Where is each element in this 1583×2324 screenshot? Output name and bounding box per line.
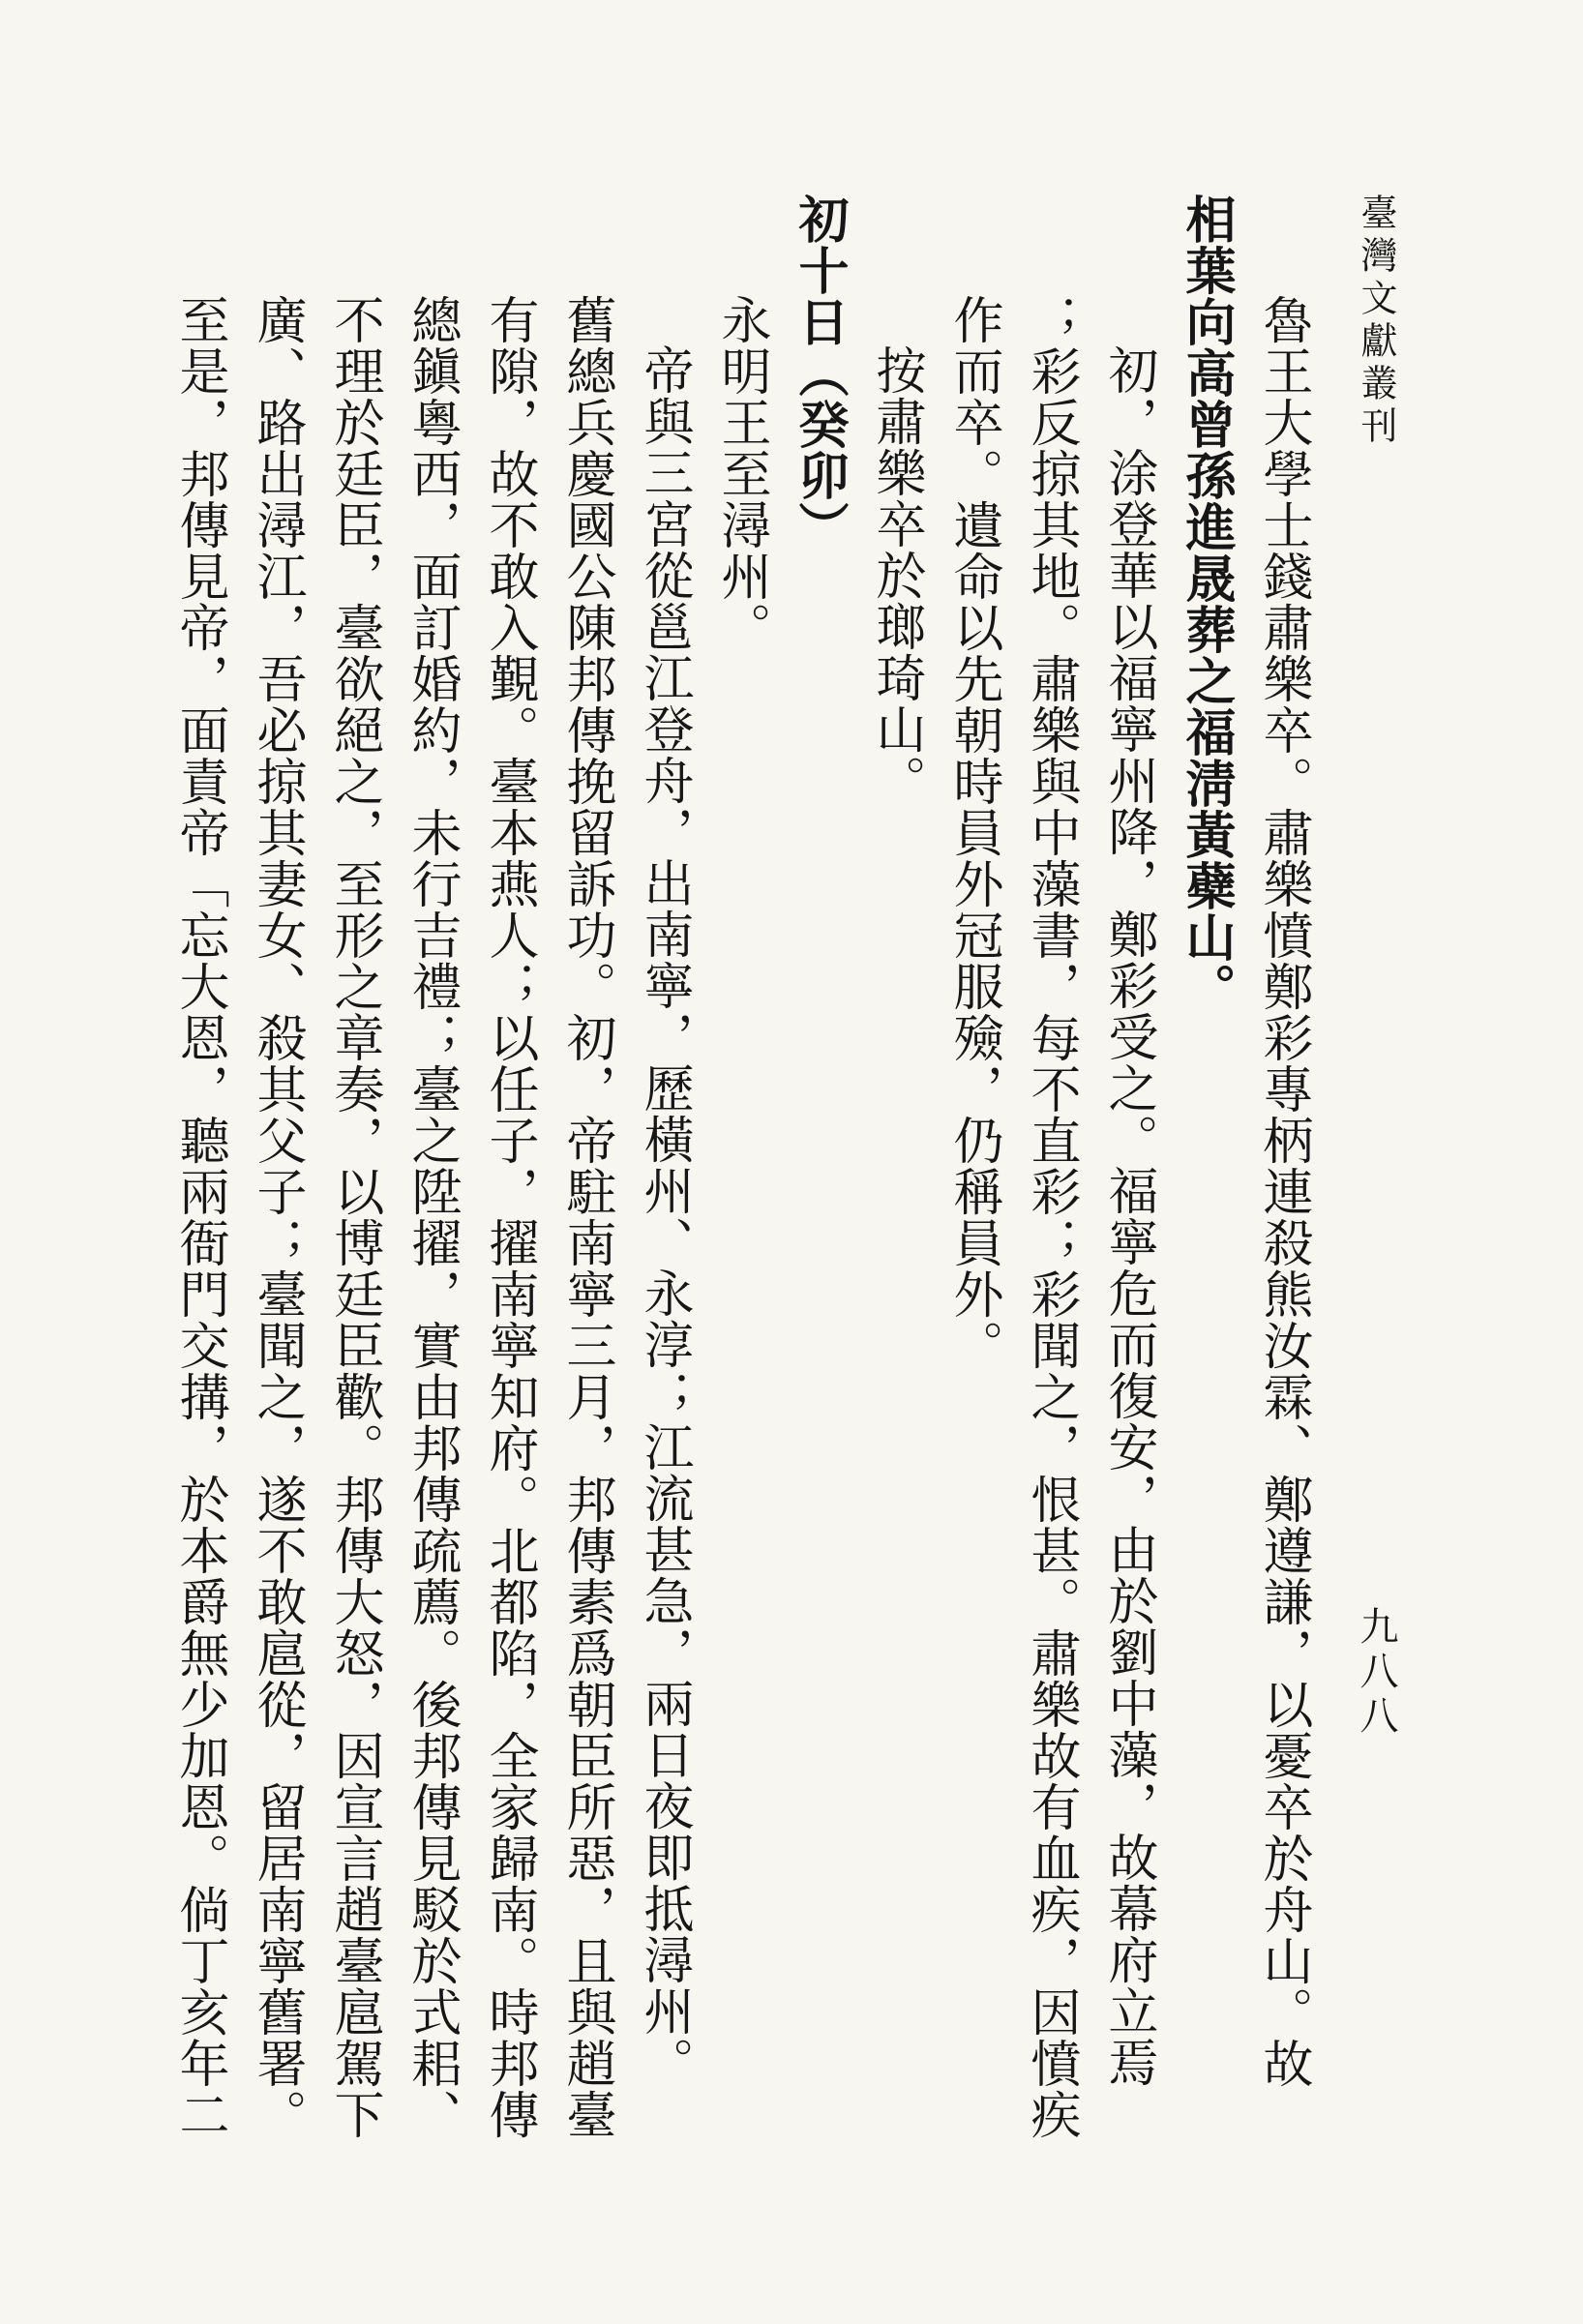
vertical-text-body (170, 194, 1322, 2177)
text-column: 作而卒。遺命以先朝時員外冠服殮，仍稱員外。 (944, 294, 1002, 1371)
running-header-series-title: 臺灣文獻叢刊 (1355, 194, 1397, 449)
date-heading: 初十日（癸卯） (790, 194, 849, 552)
page-number: 九八八 (1354, 1606, 1398, 1740)
text-column: 不理於廷臣，臺欲絕之，至形之章奏，以博廷臣歡。邦傳大怒，因宣言趙臺扈駕下 (325, 294, 383, 2140)
text-column: 舊總兵慶國公陳邦傳挽留訴功。初，帝駐南寧三月，邦傳素爲朝臣所惡，且與趙臺 (557, 294, 615, 2140)
text-column: 總鎭粵西，面訂婚約，未行吉禮；臺之陞擢，實由邦傳疏薦。後邦傳見駁於式耜、 (403, 294, 461, 2140)
text-column: 廣、路出潯江，吾必掠其妻女、殺其父子；臺聞之，遂不敢扈從，留居南寧舊署。 (248, 294, 306, 2140)
text-column: 有隙，故不敢入覲。臺本燕人；以任子，擢南寧知府。北都陷，全家歸南。時邦傳 (480, 294, 538, 2140)
text-column: ；彩反掠其地。肅樂與中藻書，每不直彩；彩聞之，恨甚。肅樂故有血疾，因憤疾 (1022, 294, 1080, 2140)
text-column: 相葉向高曾孫進晟葬之福淸黃蘗山。 (1177, 194, 1236, 1014)
text-column: 永明王至潯州。 (712, 294, 770, 653)
text-column: 按肅樂卒於瑯琦山。 (867, 344, 925, 806)
text-column: 至是，邦傳見帝，面責帝「忘大恩，聽兩衙門交搆，於本爵無少加恩。倘丁亥年二 (170, 294, 228, 2140)
text-column: 初，涂登華以福寧州降，鄭彩受之。福寧危而復安，由於劉中藻，故幕府立焉 (1099, 344, 1157, 2088)
text-column: 帝與三宮從邕江登舟，出南寧，歷橫州、永淳；江流甚急，兩日夜即抵潯州。 (635, 344, 693, 2088)
text-column: 魯王大學士錢肅樂卒。肅樂憤鄭彩專柄連殺熊汝霖、鄭遵謙，以憂卒於舟山。故 (1254, 294, 1312, 2089)
